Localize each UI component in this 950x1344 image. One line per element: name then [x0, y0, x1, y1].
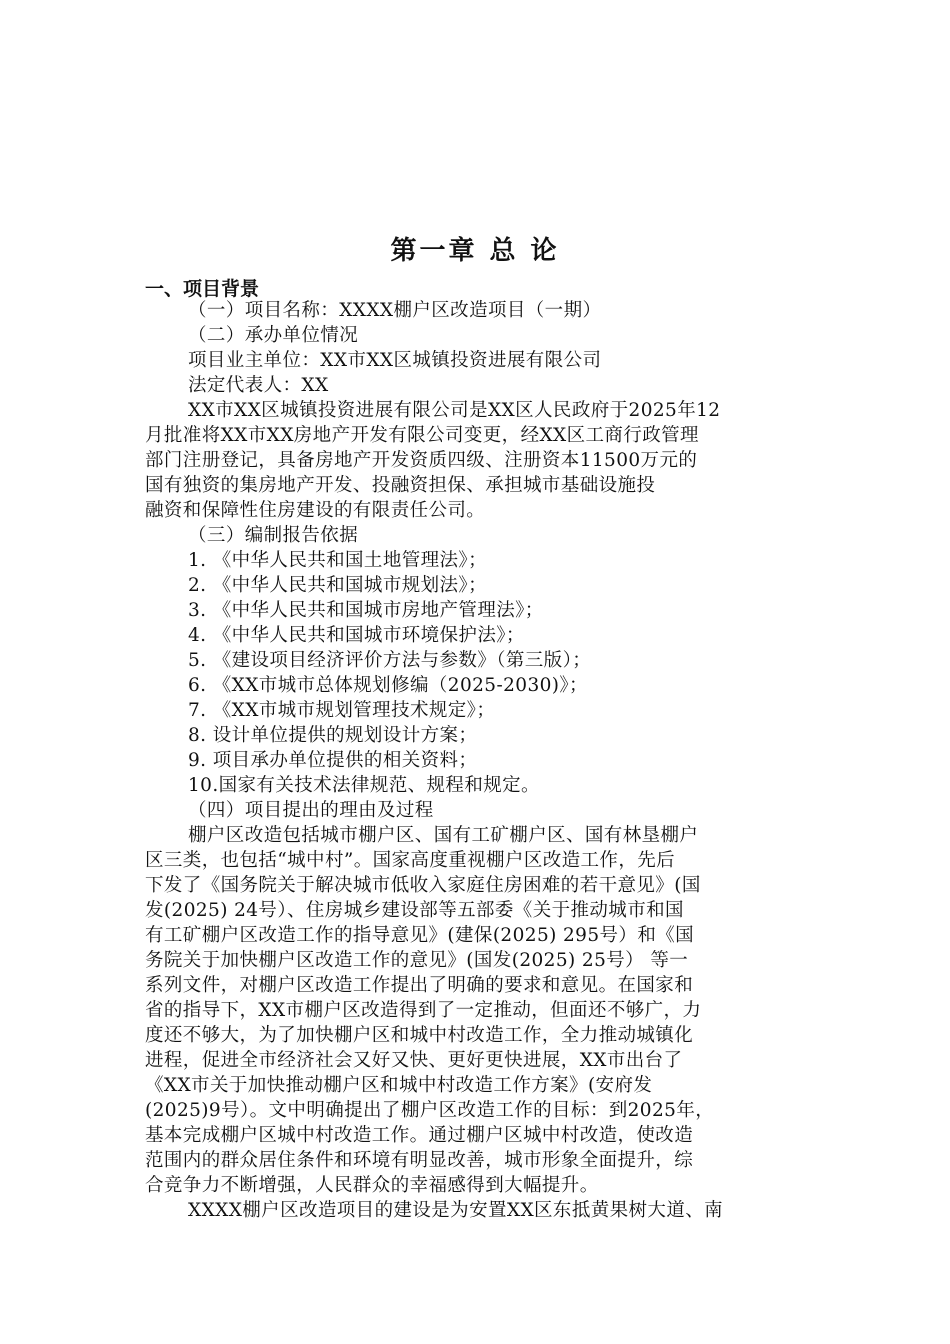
paragraph-line: 发(2025) 24号）、住房城乡建设部等五部委《关于推动城市和国	[145, 900, 684, 921]
list-item: 9. 项目承办单位提供的相关资料；	[188, 750, 478, 771]
paragraph-line: 有工矿棚户区改造工作的指导意见》(建保(2025) 295号）和《国	[145, 925, 695, 946]
paragraph-line: 月批准将XX市XX房地产开发有限公司变更，经XX区工商行政管理	[145, 425, 699, 446]
text-line: 法定代表人：XX	[188, 375, 329, 396]
list-item: 8. 设计单位提供的规划设计方案；	[188, 725, 478, 746]
list-item: 2. 《中华人民共和国城市规划法》；	[188, 575, 487, 596]
paragraph-line: 国有独资的集房地产开发、投融资担保、承担城市基础设施投	[145, 475, 656, 496]
paragraph-line: 进程，促进全市经济社会又好又快、更好更快进展，XX市出台了	[145, 1050, 683, 1071]
paragraph-line: 下发了《国务院关于解决城市低收入家庭住房困难的若干意见》(国	[145, 875, 701, 896]
paragraph-line: 区三类，也包括“城中村”。国家高度重视棚户区改造工作，先后	[145, 850, 676, 871]
list-item: 3. 《中华人民共和国城市房地产管理法》；	[188, 600, 544, 621]
subsection-heading: （三）编制报告依据	[188, 525, 359, 546]
section-heading: 一、项目背景	[145, 278, 260, 300]
chapter-title: 第一章 总 论	[390, 236, 560, 266]
paragraph-line: 合竞争力不断增强，人民群众的幸福感得到大幅提升。	[145, 1175, 599, 1196]
paragraph-line: 度还不够大，为了加快棚户区和城中村改造工作，全力推动城镇化	[145, 1025, 694, 1046]
paragraph-line: 《XX市关于加快推动棚户区和城中村改造工作方案》(安府发	[145, 1075, 653, 1096]
project-name-line: （一）项目名称：XXXX棚户区改造项目（一期）	[188, 300, 602, 321]
paragraph-line: 系列文件，对棚户区改造工作提出了明确的要求和意见。在国家和	[145, 975, 694, 996]
paragraph-line: 基本完成棚户区城中村改造工作。通过棚户区城中村改造，使改造	[145, 1125, 694, 1146]
list-item: 4. 《中华人民共和国城市环境保护法》；	[188, 625, 525, 646]
paragraph-line: 融资和保障性住房建设的有限责任公司。	[145, 500, 486, 521]
text-line: 项目业主单位：XX市XX区城镇投资进展有限公司	[188, 350, 602, 371]
paragraph-line: 范围内的群众居住条件和环境有明显改善，城市形象全面提升，综	[145, 1150, 694, 1171]
paragraph-line: (2025)9号）。文中明确提出了棚户区改造工作的目标：到2025年，	[145, 1100, 715, 1121]
subsection-heading: （四）项目提出的理由及过程	[188, 800, 434, 821]
list-item: 6. 《XX市城市总体规划修编（2025-2030)》；	[188, 675, 588, 696]
paragraph-line: XXXX棚户区改造项目的建设是为安置XX区东抵黄果树大道、南	[188, 1200, 724, 1221]
paragraph-line: 务院关于加快棚户区改造工作的意见》(国发(2025) 25号） 等一	[145, 950, 689, 971]
paragraph-line: 省的指导下，XX市棚户区改造得到了一定推动，但面还不够广，力	[145, 1000, 702, 1021]
list-item: 5. 《建设项目经济评价方法与参数》（第三版）；	[188, 650, 592, 671]
list-item: 7. 《XX市城市规划管理技术规定》；	[188, 700, 496, 721]
paragraph-line: 部门注册登记，具备房地产开发资质四级、注册资本11500万元的	[145, 450, 698, 471]
subsection-heading: （二）承办单位情况	[188, 325, 359, 346]
paragraph-line: XX市XX区城镇投资进展有限公司是XX区人民政府于2025年12	[188, 400, 721, 421]
list-item: 10.国家有关技术法律规范、规程和规定。	[188, 775, 540, 796]
list-item: 1. 《中华人民共和国土地管理法》；	[188, 550, 487, 571]
paragraph-line: 棚户区改造包括城市棚户区、国有工矿棚户区、国有林垦棚户	[188, 825, 699, 846]
